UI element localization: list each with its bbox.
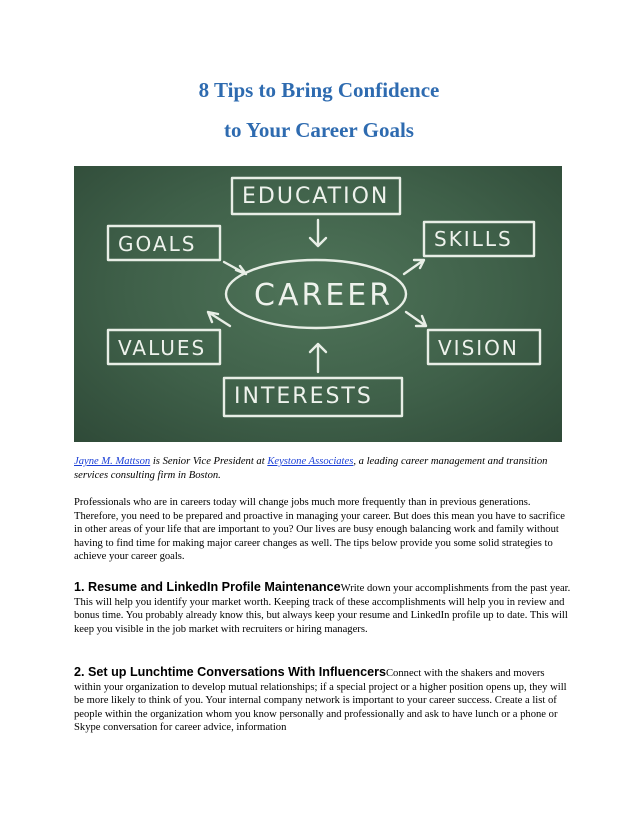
- intro-paragraph: Professionals who are in careers today will change jobs much more frequently than in previous generations. Therefore, you need to be prepared and proactive in managing your career. But does this mean you have to sacrifice in other areas of your life that are important to you? Our lives are busy enough balancing work and family without having to find time for making major career changes as well. The tips below provide you some solid strategies to achieve your career goals.: [74, 497, 565, 563]
- arrow-down-icon: [310, 220, 326, 246]
- title-line-2: to Your Career Goals: [224, 118, 414, 142]
- arrow-up-icon: [310, 344, 326, 372]
- values-label: VALUES: [118, 336, 207, 360]
- bio-text-1: is Senior Vice President at: [150, 456, 268, 467]
- author-link[interactable]: Jayne M. Mattson: [74, 456, 151, 467]
- company-link[interactable]: Keystone Associates: [267, 456, 354, 467]
- tip-heading: 1. Resume and LinkedIn Profile Maintenance: [74, 580, 341, 594]
- tip-body: Connect with the shakers and movers within your organization to develop mutual relationships; if a special project or a higher position opens up, they will be more likely to think of you. Your internal company network is important to your career success. Create a list of people within the organization whom you know personally and professionally and ask to have lunch or a phone or Skype conversation for career advice, information: [74, 668, 567, 734]
- author-bio: [74, 455, 572, 482]
- tip-body: Write down your accomplishments from the past year. This will help you identify your market worth. Keeping track of these accomplishments will help you in review and bonus time. You probably already know this, but always keep your resume and LinkedIn profile up to date. This will keep you visible in the job market with recruiters or hiring managers.: [74, 583, 571, 635]
- tip-2: [74, 666, 572, 735]
- education-label: EDUCATION: [242, 184, 390, 209]
- arrow-goals-icon: [224, 262, 246, 274]
- career-label: CAREER: [254, 278, 394, 313]
- arrow-skills-icon: [404, 260, 424, 274]
- interests-label: INTERESTS: [234, 384, 373, 409]
- vision-label: VISION: [438, 336, 519, 360]
- chalkboard-image: [74, 166, 562, 442]
- arrow-values-icon: [208, 312, 230, 326]
- skills-label: SKILLS: [434, 227, 513, 251]
- tip-heading: 2. Set up Lunchtime Conversations With Influencers: [74, 665, 386, 679]
- goals-label: GOALS: [118, 232, 197, 256]
- title-line-1: 8 Tips to Bring Confidence: [198, 78, 440, 102]
- bio-text-2: , a leading career management and transition services consulting firm in Boston.: [74, 456, 548, 481]
- arrow-vision-icon: [406, 312, 426, 326]
- tip-1: [74, 581, 572, 636]
